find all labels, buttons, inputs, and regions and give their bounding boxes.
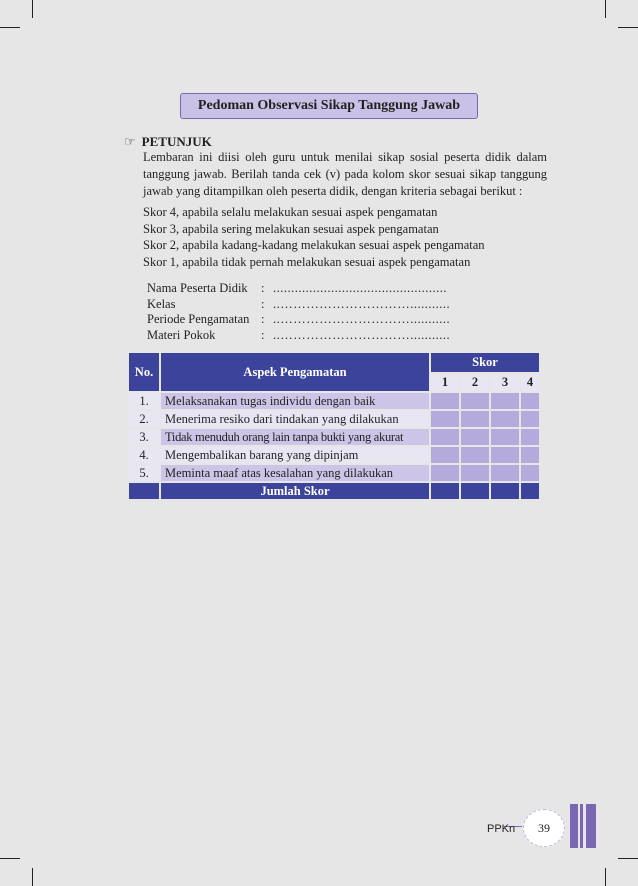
header-aspek: Aspek Pengamatan xyxy=(161,353,429,391)
header-skor-col: 3 xyxy=(491,374,519,391)
observation-table xyxy=(127,351,541,501)
table-row xyxy=(129,447,539,463)
crop-mark xyxy=(32,0,33,18)
table-row xyxy=(129,393,539,409)
info-row-materi xyxy=(147,328,450,344)
row-number: 4. xyxy=(129,447,159,463)
criteria-item: Skor 4, apabila selalu melakukan sesuai aspek pengamatan xyxy=(143,205,438,219)
petunjuk-paragraph: Lembaran ini diisi oleh guru untuk menilai sikap sosial peserta didik dalam tanggung jawab. Berilah tanda cek (v) pada kolom skor sesuai sikap tanggung jawab yang ditampilkan oleh peserta didik, dengan kriteria sebagai berikut : xyxy=(143,150,547,198)
score-cell[interactable] xyxy=(461,429,489,445)
crop-mark xyxy=(605,0,606,18)
row-number: 3. xyxy=(129,429,159,445)
row-aspek: Meminta maaf atas kesalahan yang dilakukan xyxy=(161,465,429,481)
total-cell[interactable] xyxy=(521,483,539,499)
petunjuk-heading xyxy=(124,134,212,150)
row-aspek: Mengembalikan barang yang dipinjam xyxy=(161,447,429,463)
score-cell[interactable] xyxy=(431,393,459,409)
footer-decor-bar xyxy=(570,804,578,848)
row-number: 1. xyxy=(129,393,159,409)
table-row xyxy=(129,411,539,427)
table-row xyxy=(129,429,539,445)
row-aspek: Tidak menuduh orang lain tanpa bukti yang akurat xyxy=(161,429,429,445)
info-label: Periode Pengamatan xyxy=(147,312,250,326)
total-cell[interactable] xyxy=(491,483,519,499)
score-cell[interactable] xyxy=(431,465,459,481)
footer-subject: PPKn xyxy=(487,823,516,835)
score-cell[interactable] xyxy=(431,411,459,427)
score-cell[interactable] xyxy=(521,465,539,481)
footer-decor-bar xyxy=(580,804,583,848)
info-row-periode xyxy=(147,312,450,328)
page-number: 39 xyxy=(523,809,565,847)
row-number: 2. xyxy=(129,411,159,427)
criteria-item: Skor 3, apabila sering melakukan sesuai aspek pengamatan xyxy=(143,221,439,236)
score-cell[interactable] xyxy=(431,429,459,445)
page-title: Pedoman Observasi Sikap Tanggung Jawab xyxy=(180,93,478,119)
header-skor: Skor xyxy=(431,353,539,372)
info-row-nama xyxy=(147,281,450,297)
student-info xyxy=(147,281,450,343)
row-aspek: Menerima resiko dari tindakan yang dilakukan xyxy=(161,411,429,427)
row-number: 5. xyxy=(129,465,159,481)
pointing-hand-icon: ☞ xyxy=(124,134,136,149)
score-cell[interactable] xyxy=(491,447,519,463)
score-cell[interactable] xyxy=(461,465,489,481)
score-cell[interactable] xyxy=(461,411,489,427)
total-label: Jumlah Skor xyxy=(161,483,429,499)
info-colon: : xyxy=(261,327,265,342)
info-colon: : xyxy=(261,281,265,295)
info-fill-line[interactable]: ................................................ xyxy=(273,281,447,295)
total-cell[interactable] xyxy=(431,483,459,499)
info-label: Nama Peserta Didik xyxy=(147,281,248,295)
score-cell[interactable] xyxy=(491,429,519,445)
criteria-item: Skor 1, apabila tidak pernah melakukan sesuai aspek pengamatan xyxy=(143,254,471,269)
crop-mark xyxy=(618,27,638,28)
score-cell[interactable] xyxy=(521,411,539,427)
crop-mark xyxy=(605,868,606,886)
info-row-kelas xyxy=(147,297,450,313)
score-cell[interactable] xyxy=(491,411,519,427)
row-aspek: Melaksanakan tugas individu dengan baik xyxy=(161,393,429,409)
header-skor-col: 2 xyxy=(461,374,489,391)
info-fill-line[interactable]: ..…………………………........... xyxy=(273,327,451,342)
total-row xyxy=(129,483,539,499)
info-colon: : xyxy=(261,296,265,311)
footer-decor-bar xyxy=(586,804,596,848)
criteria-item: Skor 2, apabila kadang-kadang melakukan sesuai aspek pengamatan xyxy=(143,238,485,252)
score-cell[interactable] xyxy=(521,429,539,445)
crop-mark xyxy=(0,858,20,859)
header-skor-col: 1 xyxy=(431,374,459,391)
crop-mark xyxy=(0,27,20,28)
score-cell[interactable] xyxy=(521,447,539,463)
total-blank xyxy=(129,483,159,499)
criteria-list xyxy=(143,204,485,270)
crop-mark xyxy=(618,858,638,859)
info-colon: : xyxy=(261,312,265,326)
score-cell[interactable] xyxy=(431,447,459,463)
score-cell[interactable] xyxy=(521,393,539,409)
header-skor-col: 4 xyxy=(521,374,539,391)
info-label: Materi Pokok xyxy=(147,327,216,342)
info-label: Kelas xyxy=(147,296,176,311)
petunjuk-heading-text: PETUNJUK xyxy=(141,134,212,149)
total-cell[interactable] xyxy=(461,483,489,499)
info-fill-line[interactable]: ..…………………………........... xyxy=(273,296,451,311)
score-cell[interactable] xyxy=(491,393,519,409)
score-cell[interactable] xyxy=(461,393,489,409)
score-cell[interactable] xyxy=(461,447,489,463)
info-fill-line[interactable]: ..…………………………........... xyxy=(273,312,451,326)
crop-mark xyxy=(32,868,33,886)
header-no: No. xyxy=(129,353,159,391)
table-row xyxy=(129,465,539,481)
score-cell[interactable] xyxy=(491,465,519,481)
